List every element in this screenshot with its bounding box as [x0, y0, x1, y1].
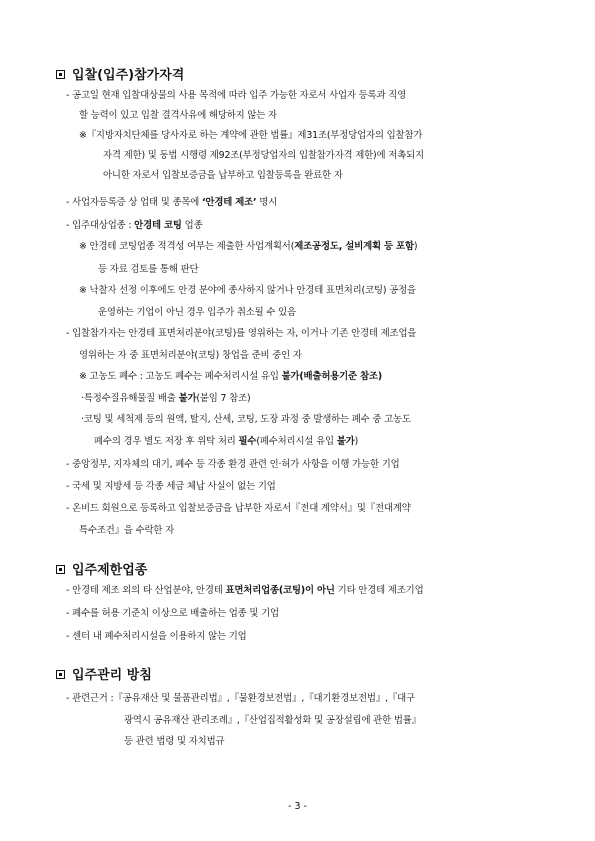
text-segment: - 안경테 제조 외의 타 산업분야, 안경테: [66, 585, 226, 596]
text-segment: ※ 안경테 코팅업종 적격성 여부는 제출한 사업계획서(: [79, 241, 295, 252]
text-line: 등 관련 법령 및 자치법규: [124, 736, 225, 747]
text-segment: ·특정수질유해물질 배출: [81, 393, 179, 404]
text-line: [94, 433, 358, 447]
text-bold: 불가: [178, 393, 197, 404]
text-line: - 온비드 회원으로 등록하고 입찰보증금을 납부한 자로서『전대 계약서』및『전대계약: [66, 503, 411, 514]
square-bullet-icon: [56, 70, 65, 79]
text-line: 영위하는 자 중 표면처리분야(코팅) 창업을 준비 중인 자: [79, 350, 302, 361]
text-line: [66, 582, 423, 596]
text-line: [66, 194, 277, 208]
text-segment: 명시: [256, 197, 278, 208]
text-line: - 중앙정부, 지자체의 대기, 폐수 등 각종 환경 관련 인·허가 사항을 이행 가능한 기업: [66, 459, 400, 470]
text-segment: - 입주대상업종 :: [66, 220, 135, 231]
text-line: [79, 238, 417, 252]
text-segment: 폐수의 경우 별도 저장 후 위탁 처리: [94, 436, 239, 447]
text-line: [81, 390, 251, 404]
text-segment: ): [354, 436, 359, 447]
section-heading-restricted-industries: [56, 559, 147, 578]
text-line: 아니한 자로서 입찰보증금을 납부하고 입찰등록을 완료한 자: [103, 170, 343, 181]
text-line: - 관련근거 :『공유재산 및 물품관리법』,『물환경보전법』,『대기환경보전법』,『대구: [66, 693, 415, 704]
text-segment: - 사업자등록증 상 업태 및 종목에: [66, 197, 202, 208]
text-segment: ): [413, 241, 418, 252]
text-segment: 업종: [181, 220, 203, 231]
section-title: 입찰(입주)참가자격: [72, 68, 185, 83]
text-line: 할 능력이 있고 입찰 결격사유에 해당하지 않는 자: [79, 110, 277, 121]
text-bold: 필수: [238, 436, 257, 447]
text-bold: 불가(배출허용기준 참조): [281, 371, 383, 382]
text-segment: 기타 안경테 제조기업: [334, 585, 424, 596]
text-line: 광역시 공유재산 관리조례』,『산업집적활성화 및 공장설립에 관한 법률』: [124, 715, 421, 726]
text-bold: 표면처리업종(코팅)이 아닌: [225, 585, 335, 596]
text-line: [66, 217, 202, 231]
text-segment: (붙임 7 참조): [196, 393, 251, 404]
text-line: ·코팅 및 세척제 등의 원액, 탈지, 산세, 코팅, 도장 과정 중 발생하는 폐수 중 고농도: [81, 414, 411, 425]
section-heading-management-policy: [56, 664, 152, 683]
text-line: 운영하는 기업이 아닌 경우 입주가 취소될 수 있음: [98, 307, 296, 318]
text-line: - 공고일 현재 입찰대상물의 사용 목적에 따라 입주 가능한 자로서 사업자 등록과 직영: [66, 90, 407, 101]
page-number: - 3 -: [288, 801, 307, 812]
square-bullet-icon: [56, 670, 65, 679]
text-bold: ‘안경테 제조’: [202, 197, 257, 208]
text-line: ※『지방자치단체를 당사자로 하는 계약에 관한 법률』제31조(부정당업자의 입찰참가: [79, 130, 423, 141]
text-line: - 입찰참가자는 안경테 표면처리분야(코팅)를 영위하는 자, 이거나 기존 안경테 제조업을: [66, 328, 417, 339]
text-line: - 폐수를 허용 기준치 이상으로 배출하는 업종 및 기업: [66, 608, 279, 619]
text-segment: ※ 고농도 폐수 : 고농도 폐수는 폐수처리시설 유입: [79, 371, 282, 382]
text-bold: 불가: [336, 436, 355, 447]
text-line: [79, 368, 382, 382]
text-bold: 제조공정도, 설비계획 등 포함: [294, 241, 414, 252]
text-line: 자격 제한) 및 동법 시행령 제92조(부정당업자의 입찰참가자격 제한)에 저촉되지: [103, 150, 424, 161]
text-line: 특수조건』을 수락한 자: [79, 525, 175, 536]
section-heading-qualification: [56, 64, 184, 83]
text-line: ※ 낙찰자 선정 이후에도 안경 분야에 종사하지 않거나 안경테 표면처리(코팅) 공정을: [79, 285, 416, 296]
section-title: 입주제한업종: [72, 563, 148, 578]
text-line: 등 자료 검토를 통해 판단: [98, 264, 199, 275]
section-title: 입주관리 방침: [72, 668, 152, 683]
text-line: - 센터 내 폐수처리시설을 이용하지 않는 기업: [66, 631, 247, 642]
square-bullet-icon: [56, 565, 65, 574]
text-segment: (폐수처리시설 유입: [256, 436, 337, 447]
text-line: - 국세 및 지방세 등 각종 세금 체납 사실이 없는 기업: [66, 481, 276, 492]
text-bold: 안경테 코팅: [134, 220, 182, 231]
